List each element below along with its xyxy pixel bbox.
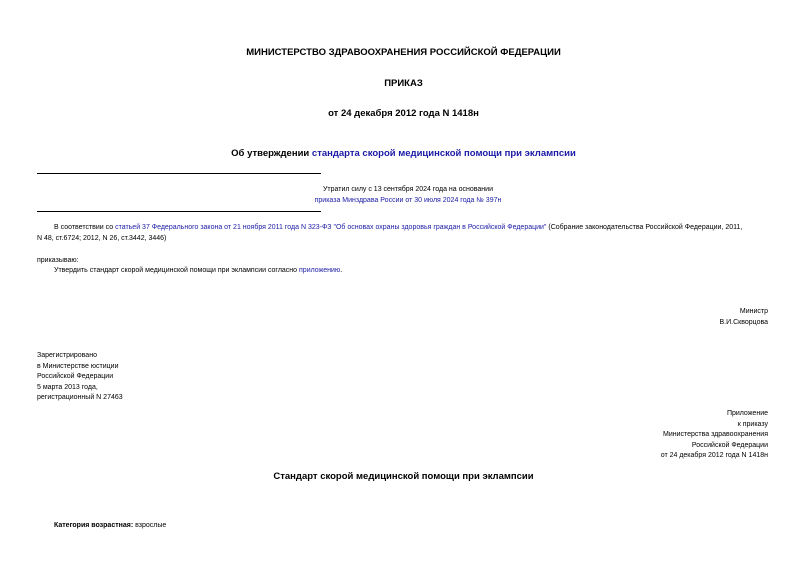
preamble-line1: В соответствии со статьей 37 Федерального закона от 21 ноября 2011 года N 323-ФЗ "Об основах охраны здоровья граждан в Российской Федерации" (Собрание законодательства Российской Федерации, 2011, <box>54 224 743 231</box>
doc-type-heading: ПРИКАЗ <box>384 78 423 89</box>
appendix-link[interactable]: приложению <box>299 267 341 274</box>
signature-position: Министр <box>739 308 768 315</box>
signature-block <box>720 307 769 328</box>
appendix-line: Министерства здравоохранения <box>663 431 768 438</box>
approve-paragraph: Утвердить стандарт скорой медицинской помощи при эклампсии согласно приложению. <box>54 267 343 274</box>
order-word: приказываю: <box>37 257 79 264</box>
registration-line: Российской Федерации <box>37 373 114 380</box>
registration-line: регистрационный N 27463 <box>37 394 123 401</box>
registration-line: 5 марта 2013 года, <box>37 383 98 391</box>
appendix-line: от 24 декабря 2012 года N 1418н <box>660 452 768 459</box>
appendix-line: Российской Федерации <box>691 441 768 449</box>
appendix-block <box>661 409 768 462</box>
standard-link[interactable]: стандарта скорой медицинской помощи при эклампсии <box>311 148 576 159</box>
notice-block <box>288 185 528 206</box>
preamble-paragraph <box>37 223 777 244</box>
standard-title: Стандарт скорой медицинской помощи при эклампсии <box>273 471 534 482</box>
registration-line: в Министерстве юстиции <box>37 362 119 370</box>
preamble-line2: N 48, ст.6724; 2012, N 26, ст.3442, 3446) <box>37 234 167 242</box>
notice-line1: Утратил силу с 13 сентября 2024 года на основании <box>322 186 493 193</box>
registration-line: Зарегистрировано <box>37 352 97 359</box>
notice-bottom-rule <box>37 211 321 212</box>
repeal-order-link[interactable]: приказа Минздрава России от 30 июля 2024 года № 397н <box>314 196 502 204</box>
category-label: Категория возрастная: <box>54 522 134 529</box>
doc-title-prefix: Об утверждении <box>231 148 312 159</box>
category-value: взрослые <box>133 522 167 529</box>
signature-name: В.И.Скворцова <box>719 318 768 326</box>
category-row <box>54 521 166 532</box>
doc-date-number: от 24 декабря 2012 года N 1418н <box>328 108 479 119</box>
appendix-line: к приказу <box>737 420 768 428</box>
notice-top-rule <box>37 173 321 174</box>
federal-law-link[interactable]: статьей 37 Федерального закона от 21 ноября 2011 года N 323-ФЗ "Об основах охраны здоровья граждан в Российской Федерации" <box>115 224 547 231</box>
ministry-heading: МИНИСТЕРСТВО ЗДРАВООХРАНЕНИЯ РОССИЙСКОЙ ФЕДЕРАЦИИ <box>246 47 561 58</box>
registration-block <box>37 351 123 404</box>
doc-title <box>0 148 807 159</box>
appendix-line: Приложение <box>726 410 768 417</box>
